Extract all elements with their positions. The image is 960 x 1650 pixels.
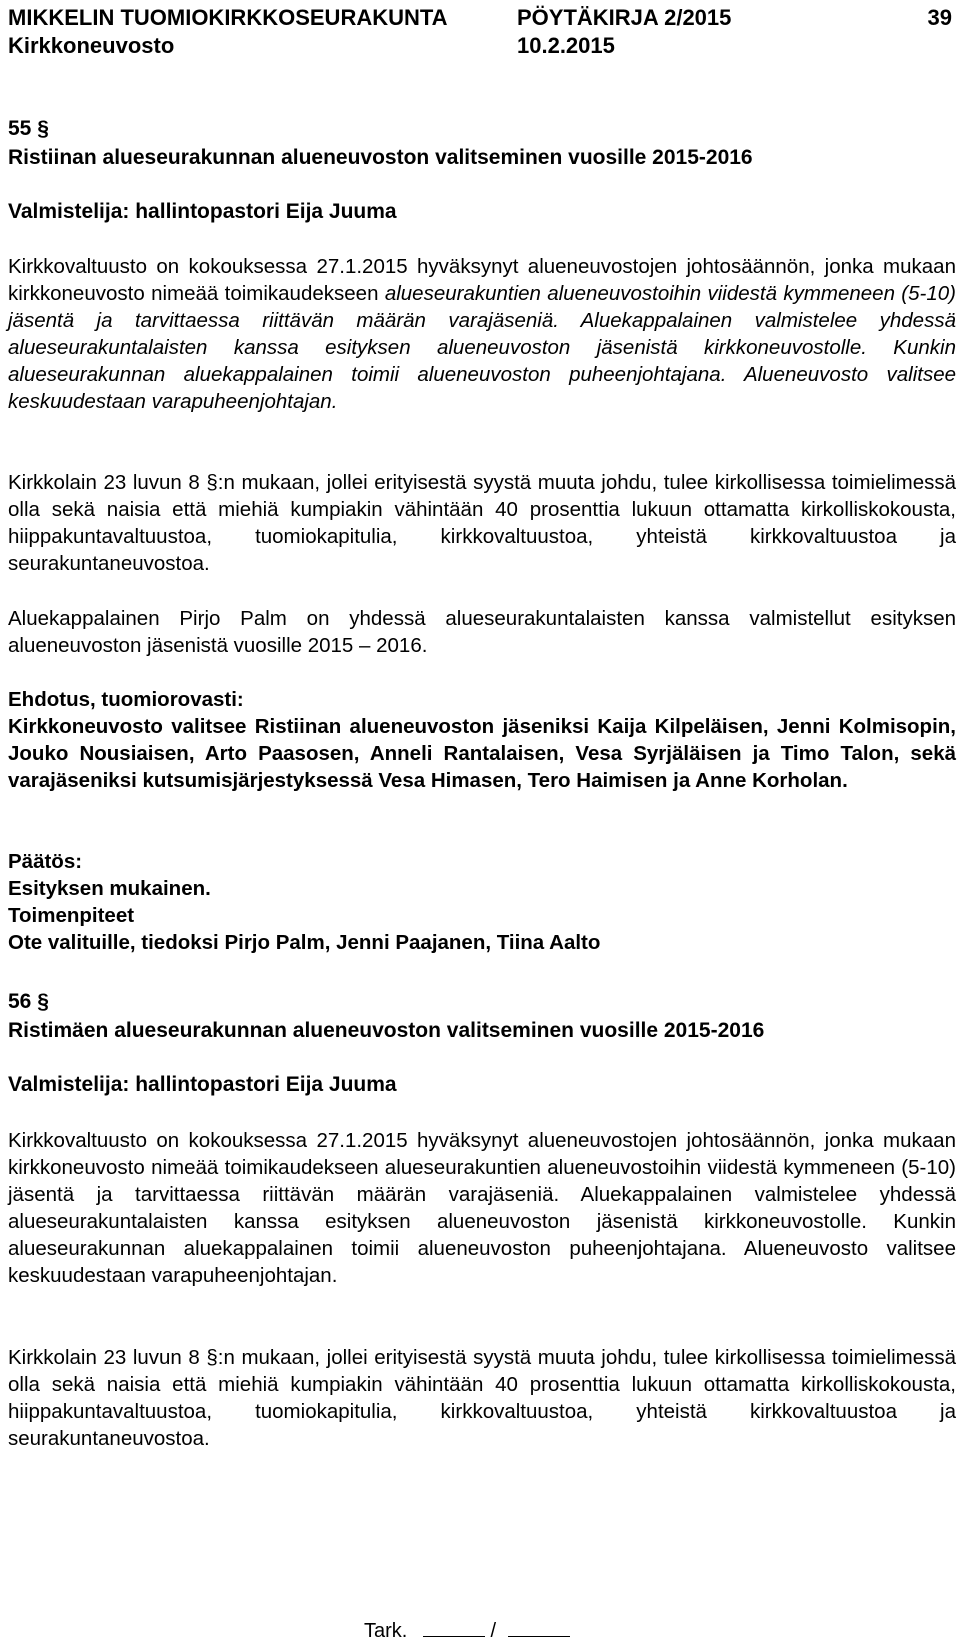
item-55-paragraph-1 bbox=[8, 253, 956, 415]
initials-blank-2 bbox=[508, 1622, 570, 1637]
proposal-text: Kirkkoneuvosto valitsee Ristiinan alueneuvoston jäseniksi Kaija Kilpeläisen, Jenni Kolmisopin, Jouko Nousiaisen, Arto Paasosen, Anneli Rantalaisen, Vesa Syrjäläisen ja Timo Talon, sekä varajäseniksi kutsumisjärjestyksessä Vesa Himasen, Tero Haimisen ja Anne Korholan. bbox=[8, 715, 956, 792]
actions-heading: Toimenpiteet bbox=[8, 904, 135, 927]
item-55-title: Ristiinan alueseurakunnan alueneuvoston valitseminen vuosille 2015-2016 bbox=[8, 146, 753, 169]
item-56-number: 56 § bbox=[8, 990, 49, 1013]
item-56-preparer: Valmistelija: hallintopastori Eija Juuma bbox=[8, 1073, 397, 1096]
initials-blank-1 bbox=[423, 1622, 485, 1637]
item-56-paragraph-2: Kirkkolain 23 luvun 8 §:n mukaan, jollei erityisestä syystä muuta johdu, tulee kirkollisessa toimielimessä olla sekä naisia että miehiä kumpiakin vähintään 40 prosenttia lukuun ottamatta kirkolliskokousta, hiippakuntavaltuustoa, tuomiokapitulia, kirkkovaltuustoa, yhteistä kirkkovaltuustoa ja seurakuntaneuvostoa. bbox=[8, 1346, 956, 1450]
item-56-paragraph-1: Kirkkovaltuusto on kokouksessa 27.1.2015 hyväksynyt alueneuvostojen johtosäännön, jonka mukaan kirkkoneuvosto nimeää toimikaudekseen alueseurakuntien alueneuvostoihin viidestä kymmeneen (5-10) jäsentä ja tarvittaessa riittävän määrän varajäseniä. Aluekappalainen valmistelee yhdessä alueseurakuntalaisten kanssa esityksen alueneuvoston jäsenistä kirkkoneuvostolle. Kunkin alueseurakunnan aluekappalainen toimii alueneuvoston puheenjohtajana. Alueneuvosto valitsee keskuudestaan varapuheenjohtajan. bbox=[8, 1129, 956, 1287]
item-55-paragraph-3: Aluekappalainen Pirjo Palm on yhdessä alueseurakuntalaisten kanssa valmistellut esityksen alueneuvoston jäsenistä vuosille 2015 – 2016. bbox=[8, 607, 956, 657]
header-org: MIKKELIN TUOMIOKIRKKOSEURAKUNTA bbox=[8, 5, 448, 30]
item-55-paragraph-2: Kirkkolain 23 luvun 8 §:n mukaan, jollei erityisestä syystä muuta johdu, tulee kirkollisessa toimielimessä olla sekä naisia että miehiä kumpiakin vähintään 40 prosenttia lukuun ottamatta kirkolliskokousta, hiippakuntavaltuustoa, tuomiokapitulia, kirkkovaltuustoa, yhteistä kirkkovaltuustoa ja seurakuntaneuvostoa. bbox=[8, 471, 956, 575]
footer-separator: / bbox=[490, 1620, 497, 1642]
header-doc: PÖYTÄKIRJA 2/2015 bbox=[517, 5, 732, 30]
item-55-paragraph-1-regular: Kirkkovaltuusto on kokouksessa 27.1.2015 hyväksynyt alueneuvostojen johtosäännön, jonka mukaan kirkkoneuvosto nimeää toimikaudekseen bbox=[8, 255, 956, 305]
proposal-heading: Ehdotus, tuomiorovasti: bbox=[8, 688, 244, 711]
item-56-title: Ristimäen alueseurakunnan alueneuvoston valitseminen vuosille 2015-2016 bbox=[8, 1019, 765, 1042]
header-body-name: Kirkkoneuvosto bbox=[8, 33, 175, 58]
decision-heading: Päätös: bbox=[8, 850, 83, 873]
actions-text: Ote valituille, tiedoksi Pirjo Palm, Jenni Paajanen, Tiina Aalto bbox=[8, 931, 601, 954]
decision-text: Esityksen mukainen. bbox=[8, 877, 211, 900]
footer-initials bbox=[364, 1620, 570, 1643]
header-date: 10.2.2015 bbox=[517, 33, 615, 58]
item-55-preparer: Valmistelija: hallintopastori Eija Juuma bbox=[8, 200, 397, 223]
footer-label: Tark. bbox=[364, 1620, 408, 1642]
item-55-number: 55 § bbox=[8, 117, 49, 140]
item-55-paragraph-1-italic: alueseurakuntien alueneuvostoihin viidestä kymmeneen (5-10) jäsentä ja tarvittaessa riittävän määrän varajäseniä. Aluekappalainen valmistelee yhdessä alueseurakuntalaisten kanssa esityksen alueneuvoston jäsenistä kirkkoneuvostolle. Kunkin alueseurakunnan aluekappalainen toimii alueneuvoston puheenjohtajana. Alueneuvosto valitsee keskuudestaan varapuheenjohtajan. bbox=[8, 282, 956, 413]
page-number: 39 bbox=[927, 5, 952, 30]
